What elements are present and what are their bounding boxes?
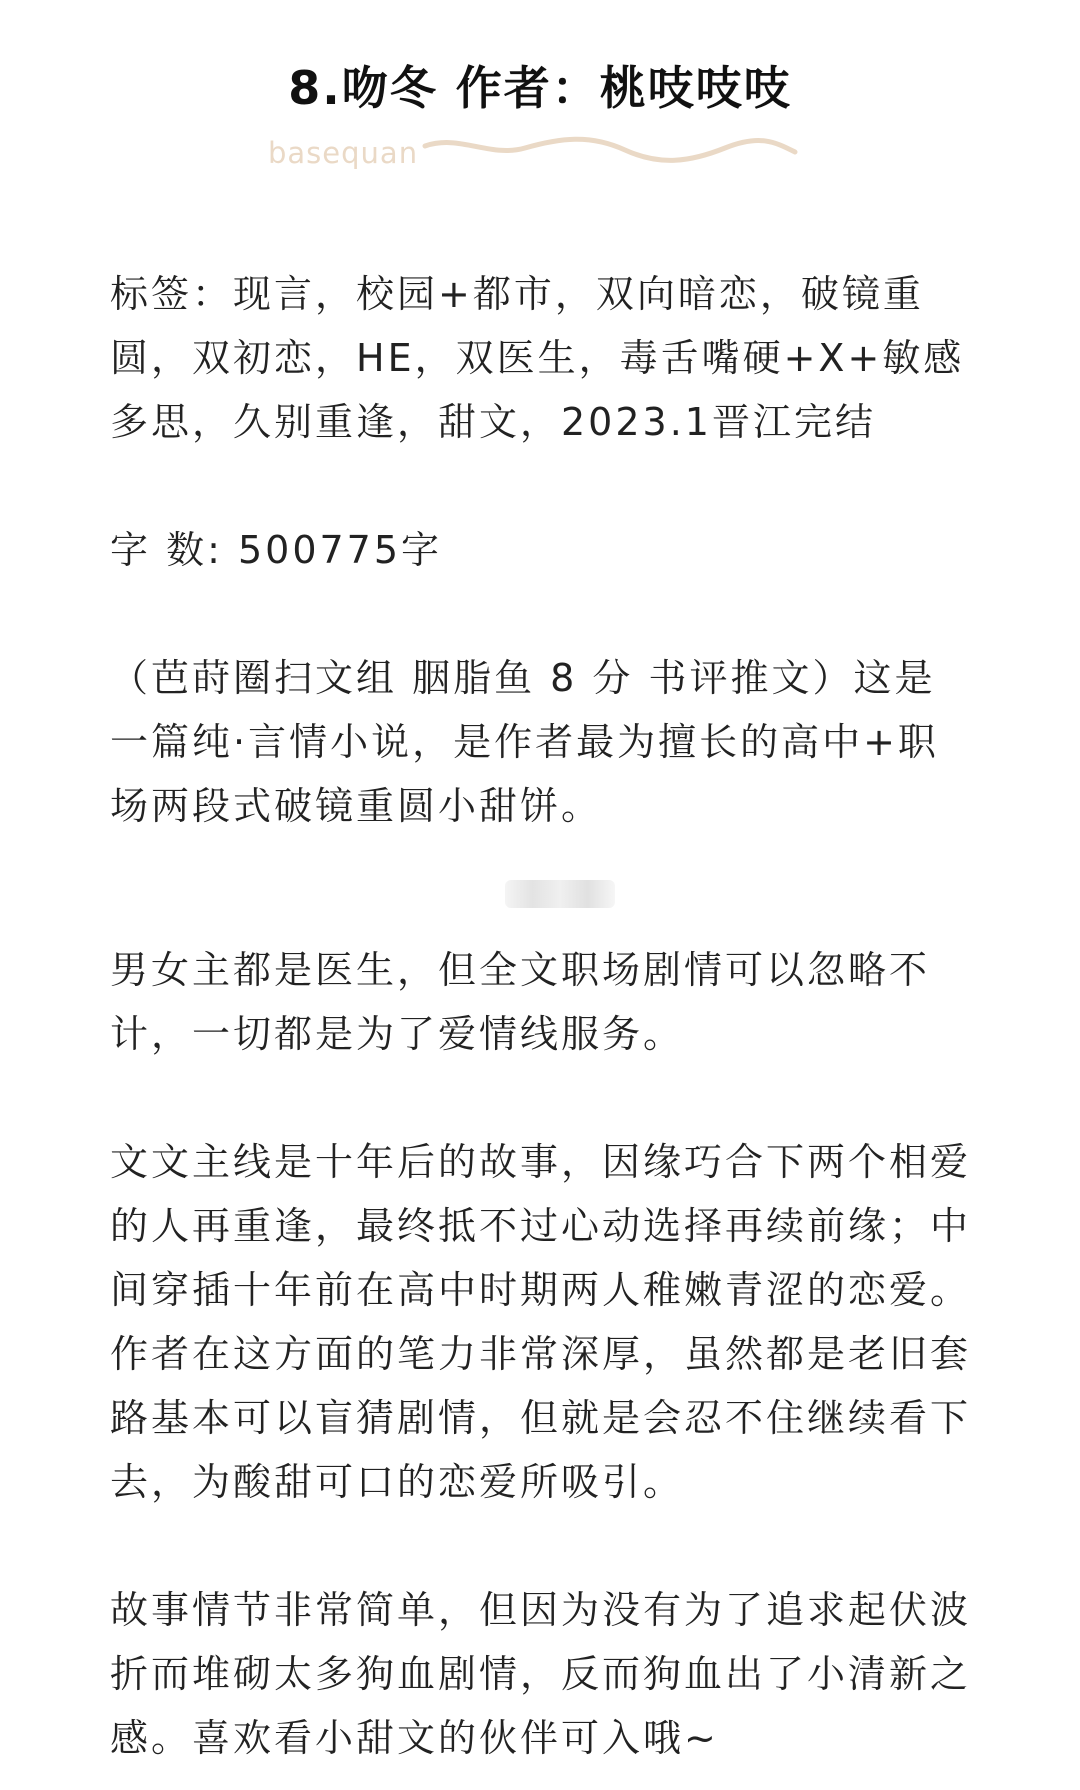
wave-decoration-icon bbox=[420, 136, 800, 166]
page-title: 8.吻冬 作者：桃吱吱吱 bbox=[288, 61, 792, 115]
intro-paragraph: （芭莳圈扫文组 胭脂鱼 8 分 书评推文）这是一篇纯·言情小说，是作者最为擅长的高中+职场两段式破镜重圆小甜饼。 bbox=[110, 656, 939, 828]
mainline-paragraph: 文文主线是十年后的故事，因缘巧合下两个相爱的人再重逢，最终抵不过心动选择再续前缘；中间穿插十年前在高中时期两人稚嫩青涩的恋爱。作者在这方面的笔力非常深厚，虽然都是老旧套路基本可以盲猜剧情，但就是会忍不住继续看下去，为酸甜可口的恋爱所吸引。 bbox=[110, 1140, 972, 1504]
article-body bbox=[110, 262, 972, 1770]
blurred-watermark bbox=[505, 880, 615, 908]
plot-paragraph: 故事情节非常简单，但因为没有为了追求起伏波折而堆砌太多狗血剧情，反而狗血出了小清新之感。喜欢看小甜文的伙伴可入哦~ bbox=[110, 1588, 972, 1760]
tags-paragraph: 标签：现言，校园+都市，双向暗恋，破镜重圆，双初恋，HE，双医生，毒舌嘴硬+X+敏感多思，久别重逢，甜文，2023.1晋江完结 bbox=[110, 272, 965, 444]
watermark-text: basequan bbox=[268, 136, 419, 170]
word-count: 字 数: 500775字 bbox=[110, 528, 443, 572]
doctors-paragraph: 男女主都是医生，但全文职场剧情可以忽略不计，一切都是为了爱情线服务。 bbox=[110, 948, 931, 1056]
